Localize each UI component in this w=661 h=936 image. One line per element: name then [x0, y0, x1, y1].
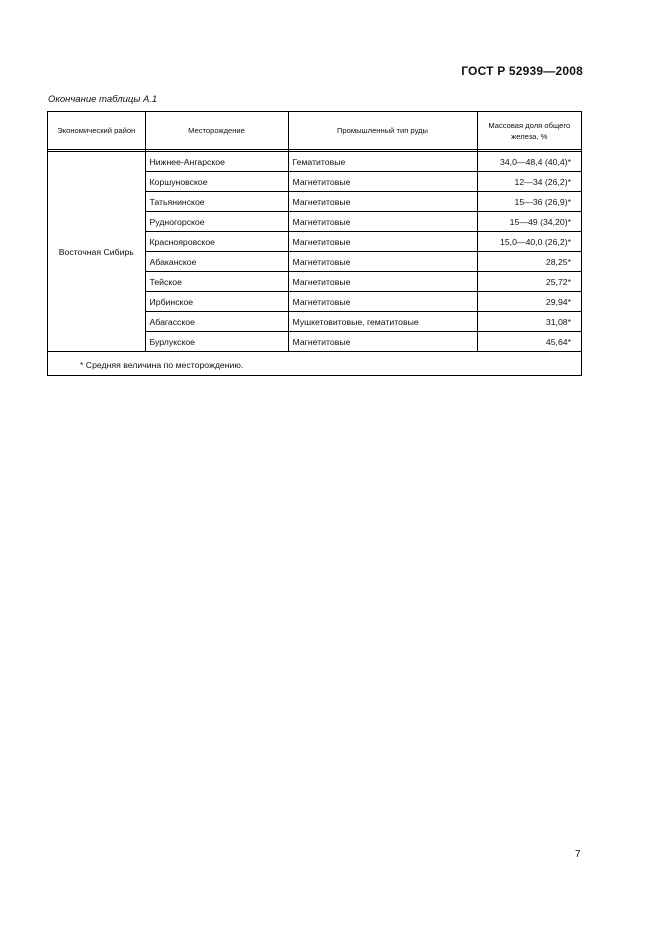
iron-cell: 45,64* — [477, 332, 581, 352]
iron-cell: 31,08* — [477, 312, 581, 332]
deposit-cell: Абаканское — [145, 252, 288, 272]
table-caption: Окончание таблицы А.1 — [48, 94, 158, 105]
ore-type-cell: Магнетитовые — [288, 172, 477, 192]
ore-type-cell: Мушкетовитовые, гематитовые — [288, 312, 477, 332]
ore-type-cell: Магнетитовые — [288, 232, 477, 252]
deposit-cell: Рудногорское — [145, 212, 288, 232]
deposit-cell: Бурлукское — [145, 332, 288, 352]
table-footnote: * Средняя величина по месторождению. — [80, 360, 244, 370]
deposit-cell: Краснояровское — [145, 232, 288, 252]
iron-cell: 15—36 (26,9)* — [477, 192, 581, 212]
page-header-standard: ГОСТ Р 52939—2008 — [461, 64, 583, 78]
iron-cell: 15,0—40,0 (26,2)* — [477, 232, 581, 252]
deposit-cell: Ирбинское — [145, 292, 288, 312]
deposit-cell: Тейское — [145, 272, 288, 292]
deposit-cell: Абагасское — [145, 312, 288, 332]
column-header-iron-fraction: Массовая доля общего железа, % — [477, 112, 581, 150]
column-header-deposit: Месторождение — [145, 112, 288, 150]
ore-type-cell: Магнетитовые — [288, 272, 477, 292]
table-header-row — [48, 112, 581, 150]
ore-type-cell: Магнетитовые — [288, 192, 477, 212]
data-table-frame — [47, 111, 582, 376]
column-header-ore-type: Промышленный тип руды — [288, 112, 477, 150]
deposit-cell: Татьянинское — [145, 192, 288, 212]
ore-type-cell: Гематитовые — [288, 152, 477, 172]
ore-type-cell: Магнетитовые — [288, 212, 477, 232]
region-cell: Восточная Сибирь — [48, 152, 145, 352]
column-header-region: Экономический район — [48, 112, 145, 150]
ore-type-cell: Магнетитовые — [288, 252, 477, 272]
iron-cell: 29,94* — [477, 292, 581, 312]
data-table — [48, 112, 581, 352]
iron-cell: 28,25* — [477, 252, 581, 272]
ore-type-cell: Магнетитовые — [288, 292, 477, 312]
deposit-cell: Нижнее-Ангарское — [145, 152, 288, 172]
iron-cell: 34,0—48,4 (40,4)* — [477, 152, 581, 172]
table-row — [48, 152, 581, 172]
iron-cell: 25,72* — [477, 272, 581, 292]
iron-cell: 12—34 (26,2)* — [477, 172, 581, 192]
ore-type-cell: Магнетитовые — [288, 332, 477, 352]
deposit-cell: Коршуновское — [145, 172, 288, 192]
iron-cell: 15—49 (34,20)* — [477, 212, 581, 232]
page-number: 7 — [575, 849, 581, 860]
